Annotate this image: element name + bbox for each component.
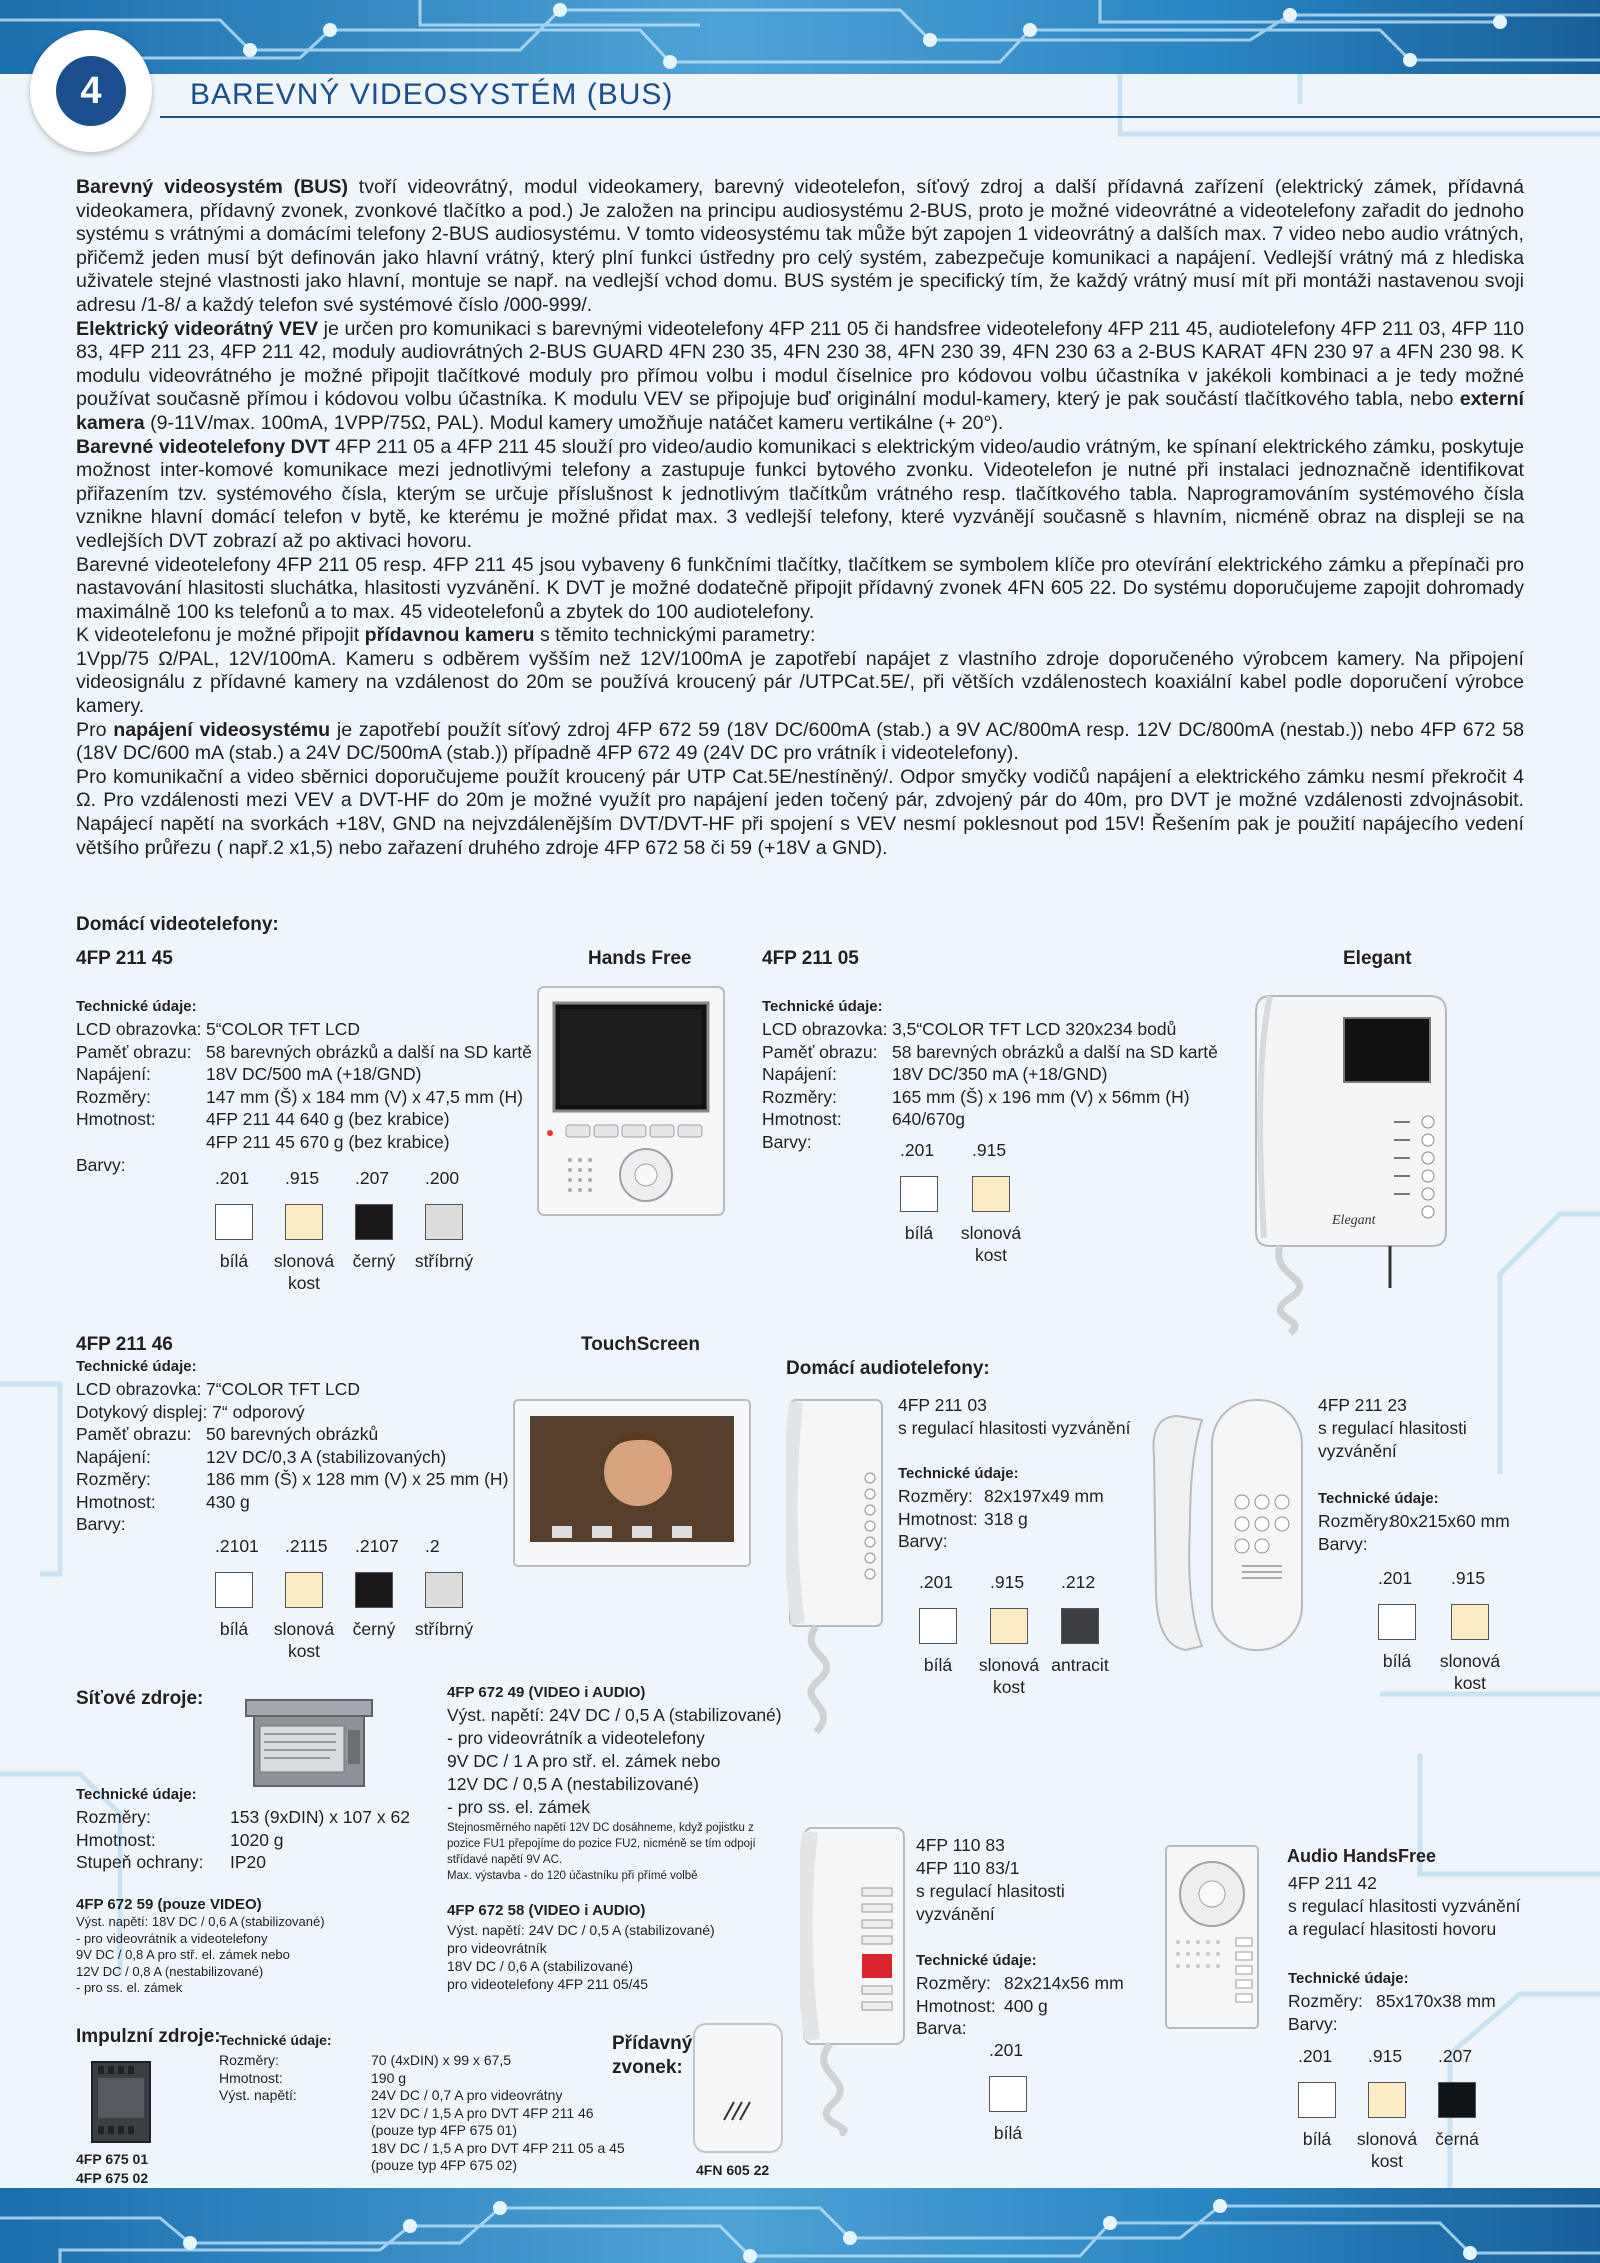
intro-paragraph — [76, 648, 1524, 719]
color-swatch — [972, 1176, 1010, 1212]
color-code: .207 — [355, 1168, 390, 1188]
spec-key: Rozměry: — [898, 1486, 973, 1506]
spec-key: Hmotnost: — [76, 1829, 156, 1850]
model2-4fp11083: 4FP 110 83/1 — [916, 1858, 1020, 1878]
intro-bold-term: napájení videosystému — [113, 718, 331, 741]
spec-row — [762, 1108, 1218, 1131]
spec-value: 7“COLOR TFT LCD — [206, 1379, 360, 1399]
intro-paragraph — [76, 766, 1524, 860]
bell-heading — [612, 2032, 692, 2080]
variant-elegant: Elegant — [1343, 948, 1412, 969]
product-image-bell — [690, 2020, 786, 2156]
spec-key: Napájení: — [76, 1064, 151, 1084]
spec-value: 58 barevných obrázků a další na SD kartě — [206, 1041, 532, 1062]
spec-table-p03 — [898, 1485, 1104, 1553]
spec-value: 70 (4xDIN) x 99 x 67,5 — [371, 2052, 512, 2068]
spec-key: Napájení: — [76, 1446, 151, 1467]
swatches-p42 — [1298, 2046, 1538, 2171]
tech-label-p03: Technické údaje: — [898, 1465, 1019, 1482]
swatches-p83 — [989, 2040, 1109, 2160]
desc2-4fp21142: a regulací hlasitosti hovoru — [1288, 1919, 1497, 1939]
color-name: černý — [352, 1251, 396, 1271]
spec-row — [219, 2140, 625, 2158]
model-4fp21146: 4FP 211 46 — [76, 1334, 173, 1355]
spec-key: Paměť obrazu: — [76, 1424, 192, 1444]
spec-row — [76, 1468, 508, 1491]
spec-table-p46 — [76, 1378, 508, 1536]
colors-label-p45: Barvy: — [76, 1155, 126, 1175]
spec-row — [916, 2017, 1124, 2040]
spec-row — [219, 2052, 625, 2070]
spec-key: Rozměry: — [1288, 1991, 1363, 2011]
spec-table-p42 — [1288, 1990, 1496, 2035]
color-name: slonová kost — [273, 1251, 335, 1293]
spec-key: Hmotnost: — [219, 2069, 283, 2086]
spec-row — [1318, 1533, 1510, 1556]
color-code: .212 — [1061, 1572, 1096, 1592]
intro-bold-term: Barevný videosystém (BUS) — [76, 176, 349, 198]
color-name: bílá — [219, 1251, 249, 1271]
title-4fp67259: 4FP 672 59 (pouze VIDEO) — [76, 1896, 262, 1913]
psu-heading: Síťové zdroje: — [76, 1688, 204, 1709]
model-4fp21103: 4FP 211 03 — [898, 1395, 987, 1415]
section-title: BAREVNÝ VIDEOSYSTÉM (BUS) — [190, 78, 674, 111]
intro-paragraph — [76, 719, 1524, 766]
desc-4fp21103: s regulací hlasitosti vyzvánění — [898, 1418, 1131, 1438]
color-name: slonová kost — [1356, 2129, 1418, 2171]
spec-row — [76, 1401, 508, 1424]
desc2-4fp11083: vyzvánění — [916, 1904, 995, 1924]
tech-label-p05: Technické údaje: — [762, 998, 883, 1015]
color-code: .915 — [1451, 1568, 1486, 1588]
spec-value: 12V DC / 1,5 A pro DVT 4FP 211 46 — [371, 2104, 594, 2121]
spec-table-p05 — [762, 1018, 1218, 1153]
spec-value: 640/670g — [892, 1109, 965, 1129]
color-code: .201 — [1378, 1568, 1413, 1588]
color-name: bílá — [904, 1223, 934, 1243]
spec-row — [76, 1018, 532, 1041]
tech-label-psu: Technické údaje: — [76, 1786, 197, 1803]
model-4fp21142: 4FP 211 42 — [1288, 1873, 1377, 1893]
spec-key: Stupeň ochrany: — [76, 1852, 204, 1872]
spec-row — [916, 1972, 1124, 1995]
spec-row — [76, 1423, 508, 1446]
spec-table-p23 — [1318, 1510, 1510, 1555]
spec-key: Barvy: — [1288, 2013, 1338, 2034]
pulse-heading: Impulzní zdroje: — [76, 2026, 221, 2047]
product-image-4fp21103 — [786, 1396, 886, 1736]
spec-row — [76, 1851, 410, 1874]
spec-key: Rozměry: — [762, 1086, 837, 1107]
desc1-4fp11083: s regulací hlasitosti — [916, 1881, 1065, 1901]
spec-value: 318 g — [984, 1508, 1028, 1529]
intro-text-run: K videotelefonu je možné připojit — [76, 624, 365, 647]
spec-key: Dotykový displej: 7“ odporový — [76, 1401, 305, 1422]
tech-label-p83: Technické údaje: — [916, 1952, 1037, 1969]
color-name: slonová kost — [1439, 1651, 1501, 1693]
spec-value: 4FP 211 44 640 g (bez krabice) — [206, 1109, 450, 1129]
color-swatch — [285, 1572, 323, 1608]
spec-row — [1288, 2013, 1496, 2036]
intro-text-run: s těmito technickými parametry: — [534, 624, 816, 647]
product-image-4fp21142 — [1162, 1842, 1262, 2032]
color-swatch — [1451, 1604, 1489, 1640]
text-line: střídavé napětí 9V AC. — [447, 1854, 563, 1866]
color-code: .200 — [425, 1168, 460, 1188]
spec-value: 12V DC/0,3 A (stabilizovaných) — [206, 1446, 447, 1467]
spec-row — [916, 1995, 1124, 2018]
text-line: - pro ss. el. zámek — [447, 1797, 590, 1817]
tech-label-p46: Technické údaje: — [76, 1358, 197, 1375]
spec-table-psu — [76, 1806, 410, 1874]
swatches-p45 — [215, 1168, 575, 1293]
note-4fp67249 — [447, 1820, 756, 1884]
videophones-heading: Domácí videotelefony: — [76, 914, 279, 935]
spec-key: Rozměry: — [219, 2052, 279, 2068]
spec-row — [762, 1041, 1218, 1064]
intro-text-run: 1Vpp/75 Ω/PAL, 12V/100mA. Kameru s odběrem vyšším než 12V/100mA je zapotřebí napájet z vlastního zdroje doporučeného výrobcem kamery. Na připojení videosignálu z přídavné kamery na vzdálenost do 20m se používá kroucený pár /UTPCat.5E/, při větších vzdálenostech koaxiální kabel podle doporučení výrobce kamery. — [76, 647, 1524, 718]
text-line: Výst. napětí: 18V DC / 0,6 A (stabilizované) — [76, 1914, 325, 1929]
spec-row — [76, 1513, 508, 1536]
spec-value: 190 g — [371, 2069, 407, 2086]
product-image-4fp11083 — [800, 1824, 910, 2136]
color-code: .915 — [990, 1572, 1025, 1592]
spec-value: 430 g — [206, 1491, 250, 1512]
spec-key: Napájení: — [762, 1064, 837, 1084]
color-swatch — [425, 1572, 463, 1608]
color-swatch — [1298, 2082, 1336, 2118]
color-swatch — [1368, 2082, 1406, 2118]
color-code: .915 — [972, 1140, 1007, 1160]
color-code: .915 — [1368, 2046, 1403, 2066]
product-image-pulse — [88, 2056, 154, 2148]
intro-paragraph — [76, 318, 1524, 436]
spec-row — [76, 1041, 532, 1064]
spec-value: 165 mm (Š) x 196 mm (V) x 56mm (H) — [892, 1086, 1190, 1107]
intro-paragraph — [76, 624, 1524, 648]
spec-value: 50 barevných obrázků — [206, 1424, 379, 1444]
heading-audio-handsfree: Audio HandsFree — [1287, 1846, 1437, 1866]
spec-key: LCD obrazovka: — [76, 1379, 202, 1399]
intro-paragraph — [76, 554, 1524, 625]
spec-value: IP20 — [230, 1852, 266, 1872]
intro-paragraph — [76, 436, 1524, 554]
desc2-4fp21123: vyzvánění — [1318, 1441, 1397, 1461]
spec-key: Rozměry: — [76, 1086, 151, 1107]
swatches-p05 — [900, 1140, 1100, 1265]
color-swatch — [1061, 1608, 1099, 1644]
spec-key: Hmotnost: — [762, 1109, 842, 1129]
intro-text-run: je určen pro komunikaci s barevnými videotelefony 4FP 211 05 či handsfree videotelefony 4FP 211 45, audiotelefony 4FP 211 03, 4FP 110 83, 4FP 211 23, 4FP 211 42, moduly audiovrátných 2-BUS GUARD 4FN 230 35, 4FN 230 38, 4FN 230 39, 4FN 230 63 a 2-BUS KARAT 4FN 230 97 a 4FN 230 98. K modulu videovrátného je možné připojit tlačítkové moduly pro přímou volbu i modul číselnice pro kódovou volbu účastníka v jakékoli kombinaci a je tedy možné používat současně přímou i kódovou volbu účastníka. K modulu VEV se připojuje buď originální modul-kamery, který je pak součástí tlačítkového tabla, nebo — [76, 317, 1524, 411]
color-code: .201 — [919, 1572, 954, 1592]
text-line: - pro videovrátník a videotelefony — [76, 1930, 268, 1946]
spec-value: 153 (9xDIN) x 107 x 62 — [230, 1807, 410, 1827]
color-swatch — [285, 1204, 323, 1240]
spec-key: Rozměry: — [916, 1973, 991, 1993]
spec-row — [76, 1446, 508, 1469]
color-code: .201 — [900, 1140, 935, 1160]
text-line: Výst. napětí: 24V DC / 0,5 A (stabilizované) — [447, 1705, 782, 1725]
spec-value: 400 g — [1004, 1995, 1048, 2016]
spec-value: 80x215x60 mm — [1390, 1511, 1510, 1531]
product-image-4fp21105 — [1250, 988, 1450, 1338]
color-swatch — [355, 1204, 393, 1240]
lines-4fp67258 — [447, 1921, 715, 1993]
top-circuit-band — [0, 0, 1600, 74]
spec-row — [762, 1063, 1218, 1086]
spec-key: Paměť obrazu: — [76, 1041, 192, 1062]
intro-text-run: Barevné videotelefony 4FP 211 05 resp. 4FP 211 45 jsou vybaveny 6 funkčními tlačítky, tlačítkem se symbolem klíče pro otevírání elektrického zámku a přepínači pro nastavování hlasitosti sluchátka, hlasitosti vyzvánění. K DVT je možné dodatečně připojit přídavný zvonek 4FN 605 22. Do systému doporučujeme zapojit dohromady maximálně 100 ks telefonů a to max. 45 videotelefonů a zbytek do 100 audiotelefony. — [76, 553, 1524, 623]
text-line: Stejnosměrného napětí 12V DC dosáhneme, když pojistku z — [447, 1822, 754, 1834]
spec-key: Hmotnost: — [916, 1995, 996, 2016]
spec-table-pulse — [219, 2052, 625, 2175]
color-swatch — [1378, 1604, 1416, 1640]
product-image-4fp21146 — [512, 1398, 752, 1568]
spec-row — [76, 1086, 532, 1109]
title-4fp67258: 4FP 672 58 (VIDEO i AUDIO) — [447, 1902, 646, 1919]
page-number: 4 — [56, 56, 126, 126]
color-swatch — [215, 1204, 253, 1240]
spec-table-p45 — [76, 1018, 532, 1153]
model1-4fp11083: 4FP 110 83 — [916, 1835, 1005, 1855]
text-line: 18V DC / 0,6 A (stabilizované) — [447, 1958, 633, 1974]
spec-key: LCD obrazovka: — [762, 1019, 888, 1039]
intro-text-run: Pro — [76, 718, 114, 741]
variant-touchscreen: TouchScreen — [581, 1334, 700, 1355]
color-code: .201 — [215, 1168, 250, 1188]
spec-value: 82x197x49 mm — [984, 1486, 1104, 1506]
product-image-4fp21123 — [1146, 1396, 1306, 1662]
text-line: pro videotelefony 4FP 211 05/45 — [447, 1976, 649, 1992]
spec-row — [219, 2122, 625, 2140]
lines-4fp67249 — [447, 1704, 782, 1819]
lines-4fp67259 — [76, 1914, 325, 1997]
bell-heading-line1: Přídavný — [612, 2033, 693, 2054]
bottom-circuit-band — [0, 2188, 1600, 2263]
color-code: .2 — [425, 1536, 440, 1556]
spec-row — [898, 1530, 1104, 1553]
spec-value: (pouze typ 4FP 675 02) — [371, 2157, 518, 2173]
intro-text-run: 4FP 211 05 a 4FP 211 45 slouží pro video/audio komunikaci s elektrickým video/audio vrátným, ke spínaní elektrického zámku, poskytuje možnost inter-komové komunikace mezi jednotlivými telefony a zastupuje funkci bytového zvonku. Videotelefon je nutné při instalaci jednoznačně identifikovat přiřazením tzv. systémového čísla, kterým se určuje příslušnost k jednotlivým tlačítkům vrátného resp. tlačítkového tabla. Naprogramováním systémového čísla vznikne hlavní domácí telefon v bytě, ke kterému je možné přidat max. 3 vedlejší telefony, které vyzvánějí současně s hlavním, nicméně obraz na displeji se na vedlejších DVT zobrazí až po aktivaci hovoru. — [76, 435, 1524, 552]
tech-label-p45: Technické údaje: — [76, 998, 197, 1015]
spec-value: 4FP 211 45 670 g (bez krabice) — [206, 1131, 450, 1152]
spec-key: Rozměry: — [1318, 1511, 1393, 1531]
intro-text — [76, 176, 1524, 860]
spec-value: 24V DC / 0,7 A pro videovrátny — [371, 2087, 563, 2103]
intro-bold-term: Barevné videotelefony DVT — [76, 435, 330, 458]
intro-text-run: tvoří videovrátný, modul videokamery, barevný videotelefon, síťový zdroj a další přídavná zařízení (elektrický zámek, přídavná videokamera, přídavný zvonek, zvonkové tlačítko a pod.) Je založen na principu audiosystému 2-BUS, proto je možné videovrátné a videotelefony zařadit do jednoho systému s vrátnými a domácími telefony 2-BUS audiosystému. V tomto videosystému tak může být zapojen 1 videovrátný a dalších max. 7 video nebo audio vrátných, přičemž jeden musí být definován jako hlavní vrátný, který plní funkci ústředny pro celý systém, zabezpečuje komunikaci a napájení. Vedlejší vrátný má z hlediska uživatele stejné vlastnosti jako hlavní, montuje se např. na vedlejší vchod domu. BUS systém je specifický tím, že každý vrátný musí mít při montáži nastavenou svoji adresu /1-8/ a každý telefon své systémové číslo /000-999/. — [76, 176, 1524, 316]
color-code: .2101 — [215, 1536, 259, 1556]
color-swatch — [355, 1572, 393, 1608]
spec-row — [76, 1829, 410, 1852]
text-line: 9V DC / 1 A pro stř. el. zámek nebo — [447, 1751, 721, 1771]
spec-key: Rozměry: — [76, 1469, 151, 1489]
intro-bold-term: přídavnou kameru — [364, 624, 535, 647]
color-swatch — [900, 1176, 938, 1212]
intro-paragraph — [76, 176, 1524, 318]
color-code: .915 — [285, 1168, 320, 1188]
title-4fp67249: 4FP 672 49 (VIDEO i AUDIO) — [447, 1684, 646, 1701]
model-4fp21145: 4FP 211 45 — [76, 948, 173, 969]
color-name: slonová kost — [978, 1655, 1040, 1697]
spec-value: (pouze typ 4FP 675 01) — [371, 2122, 518, 2138]
text-line: 9V DC / 0,8 A pro stř. el. zámek nebo — [76, 1947, 290, 1962]
spec-row — [219, 2087, 625, 2105]
intro-bold-term: Elektrický videorátný VEV — [76, 317, 319, 340]
text-line: Max. výstavba - do 120 účastníku při přímé volbě — [447, 1870, 698, 1882]
tech-label-pulse: Technické údaje: — [219, 2032, 332, 2048]
spec-row — [219, 2105, 625, 2123]
text-line: Výst. napětí: 24V DC / 0,5 A (stabilizované) — [447, 1922, 715, 1938]
color-swatch — [215, 1572, 253, 1608]
tech-label-p42: Technické údaje: — [1288, 1970, 1409, 1987]
spec-key: Barvy: — [1318, 1533, 1368, 1554]
spec-key: Hmotnost: — [898, 1508, 978, 1529]
spec-key: Hmotnost: — [76, 1491, 156, 1512]
color-code: .207 — [1438, 2046, 1473, 2066]
model-4fp21105: 4FP 211 05 — [762, 948, 859, 969]
bell-heading-line2: zvonek: — [612, 2057, 683, 2078]
spec-key: Barvy: — [762, 1131, 812, 1152]
spec-row — [76, 1491, 508, 1514]
color-swatch — [1438, 2082, 1476, 2118]
spec-key: Hmotnost: — [76, 1109, 156, 1129]
intro-text-run: Pro komunikační a video sběrnici doporučujeme použít kroucený pár UTP Cat.5E/nestíněný/. Odpor smyčky vodičů napájení a elektrického zámku nesmí překročit 4 Ω. Pro vzdálenosti mezi VEV a DVT-HF do 20m je možné využít pro napájení jeden točený pár, zdvojený pár do 40m, pro DVT je možné vzdálenosti zdvojnásobit. Napájecí napětí na svorkách +18V, GND na nejvzdálenějším DVT/DVT-HF při spojení s VEV nesmí poklesnout pod 15V! Řešením pak je použití napájecího vedení většího průřezu ( např.2 x1,5) nebo zařazení druhého zdroje 4FP 672 58 či 59 (+18V a GND). — [76, 765, 1524, 859]
spec-key: LCD obrazovka: — [76, 1019, 202, 1039]
color-code: .201 — [1298, 2046, 1333, 2066]
color-name: bílá — [1302, 2129, 1332, 2149]
svg-text:Elegant: Elegant — [1332, 1213, 1376, 1228]
spec-row — [76, 1063, 532, 1086]
spec-table-p83 — [916, 1972, 1124, 2040]
spec-value: 58 barevných obrázků a další na SD kartě — [892, 1041, 1218, 1062]
spec-row — [76, 1806, 410, 1829]
swatches-p03 — [919, 1572, 1179, 1697]
spec-row — [76, 1131, 532, 1154]
spec-row — [219, 2157, 625, 2175]
spec-row — [219, 2070, 625, 2088]
color-name: stříbrný — [414, 1619, 474, 1639]
title-rule — [160, 116, 1600, 118]
desc1-4fp21142: s regulací hlasitosti vyzvánění — [1288, 1896, 1521, 1916]
color-name: bílá — [1382, 1651, 1412, 1671]
spec-key: Výst. napětí: — [219, 2087, 297, 2103]
tech-label-p23: Technické údaje: — [1318, 1490, 1439, 1507]
color-name: slonová kost — [273, 1619, 335, 1661]
spec-key: Paměť obrazu: — [762, 1041, 878, 1062]
spec-row — [76, 1378, 508, 1401]
text-line: 4FP 675 01 — [76, 2151, 149, 2167]
color-name: antracit — [1051, 1655, 1109, 1675]
swatches-p23 — [1378, 1568, 1578, 1693]
spec-key: Barva: — [916, 2018, 967, 2038]
spec-row — [898, 1508, 1104, 1531]
page-number-badge — [30, 30, 152, 152]
color-swatch — [989, 2076, 1027, 2112]
intro-text-run: (9-11V/max. 100mA, 1VPP/75Ω, PAL). Modul kamery umožňuje natáčet kameru vertikálne (+ 20°). — [144, 411, 1004, 434]
audiophones-heading: Domácí audiotelefony: — [786, 1358, 990, 1379]
color-name: černý — [352, 1619, 396, 1639]
desc1-4fp21123: s regulací hlasitosti — [1318, 1418, 1467, 1438]
text-line: - pro videovrátník a videotelefony — [447, 1728, 705, 1748]
text-line: 12V DC / 0,5 A (nestabilizované) — [447, 1774, 699, 1794]
color-swatch — [425, 1204, 463, 1240]
color-swatch — [990, 1608, 1028, 1644]
text-line: - pro ss. el. zámek — [76, 1980, 183, 1995]
spec-value: 147 mm (Š) x 184 mm (V) x 47,5 mm (H) — [206, 1086, 523, 1107]
text-line: pozice FU1 přepojíme do pozice FU2, nicméně se tím odpojí — [447, 1838, 756, 1850]
color-name: černá — [1435, 2129, 1479, 2149]
color-name: stříbrný — [414, 1251, 474, 1271]
intro-bold-term: externí kamera — [76, 388, 1524, 434]
spec-value: 82x214x56 mm — [1004, 1973, 1124, 1993]
spec-row — [1288, 1990, 1496, 2013]
color-code: .201 — [989, 2040, 1024, 2060]
spec-value: 5“COLOR TFT LCD — [206, 1019, 360, 1039]
spec-row — [762, 1018, 1218, 1041]
color-name: slonová kost — [960, 1223, 1022, 1265]
spec-row — [76, 1108, 532, 1131]
text-line: pro videovrátník — [447, 1940, 547, 1956]
text-line: 12V DC / 0,8 A (nestabilizované) — [76, 1963, 264, 1979]
spec-row — [762, 1086, 1218, 1109]
text-line: 4FP 675 02 — [76, 2170, 149, 2186]
spec-value: 18V DC / 1,5 A pro DVT 4FP 211 05 a 45 — [371, 2139, 625, 2156]
spec-value: 1020 g — [230, 1829, 284, 1850]
spec-key: Barvy: — [898, 1531, 948, 1551]
spec-value: 3,5“COLOR TFT LCD 320x234 bodů — [892, 1019, 1177, 1039]
color-code: .2115 — [285, 1536, 328, 1556]
color-name: bílá — [993, 2123, 1023, 2143]
color-name: bílá — [219, 1619, 249, 1639]
code-4fn60522: 4FN 605 22 — [696, 2162, 770, 2178]
spec-key: Rozměry: — [76, 1807, 151, 1827]
spec-value: 18V DC/350 mA (+18/GND) — [892, 1064, 1108, 1084]
product-image-4fp21145 — [536, 985, 726, 1217]
spec-value: 85x170x38 mm — [1376, 1991, 1496, 2011]
color-code: .2107 — [355, 1536, 399, 1556]
intro-text-run: je zapotřebí použít síťový zdroj 4FP 672 59 (18V DC/600mA (stab.) a 9V AC/800mA resp. 12V DC/800mA (nestab.)) nebo 4FP 672 58 (18V DC/600 mA (stab.) a 24V DC/500mA (stab.)) případně 4FP 672 49 (24V DC pro vrátník i videotelefony). — [76, 718, 1525, 765]
pulse-codes — [76, 2150, 148, 2188]
color-name: bílá — [923, 1655, 953, 1675]
color-swatch — [919, 1608, 957, 1644]
spec-key: Barvy: — [76, 1514, 126, 1534]
spec-row — [1318, 1510, 1510, 1533]
spec-value: 18V DC/500 mA (+18/GND) — [206, 1064, 422, 1084]
product-image-psu — [240, 1686, 378, 1794]
variant-hands-free: Hands Free — [588, 948, 692, 969]
spec-row — [898, 1485, 1104, 1508]
spec-value: 186 mm (Š) x 128 mm (V) x 25 mm (H) — [206, 1469, 509, 1489]
model-4fp21123: 4FP 211 23 — [1318, 1395, 1407, 1415]
